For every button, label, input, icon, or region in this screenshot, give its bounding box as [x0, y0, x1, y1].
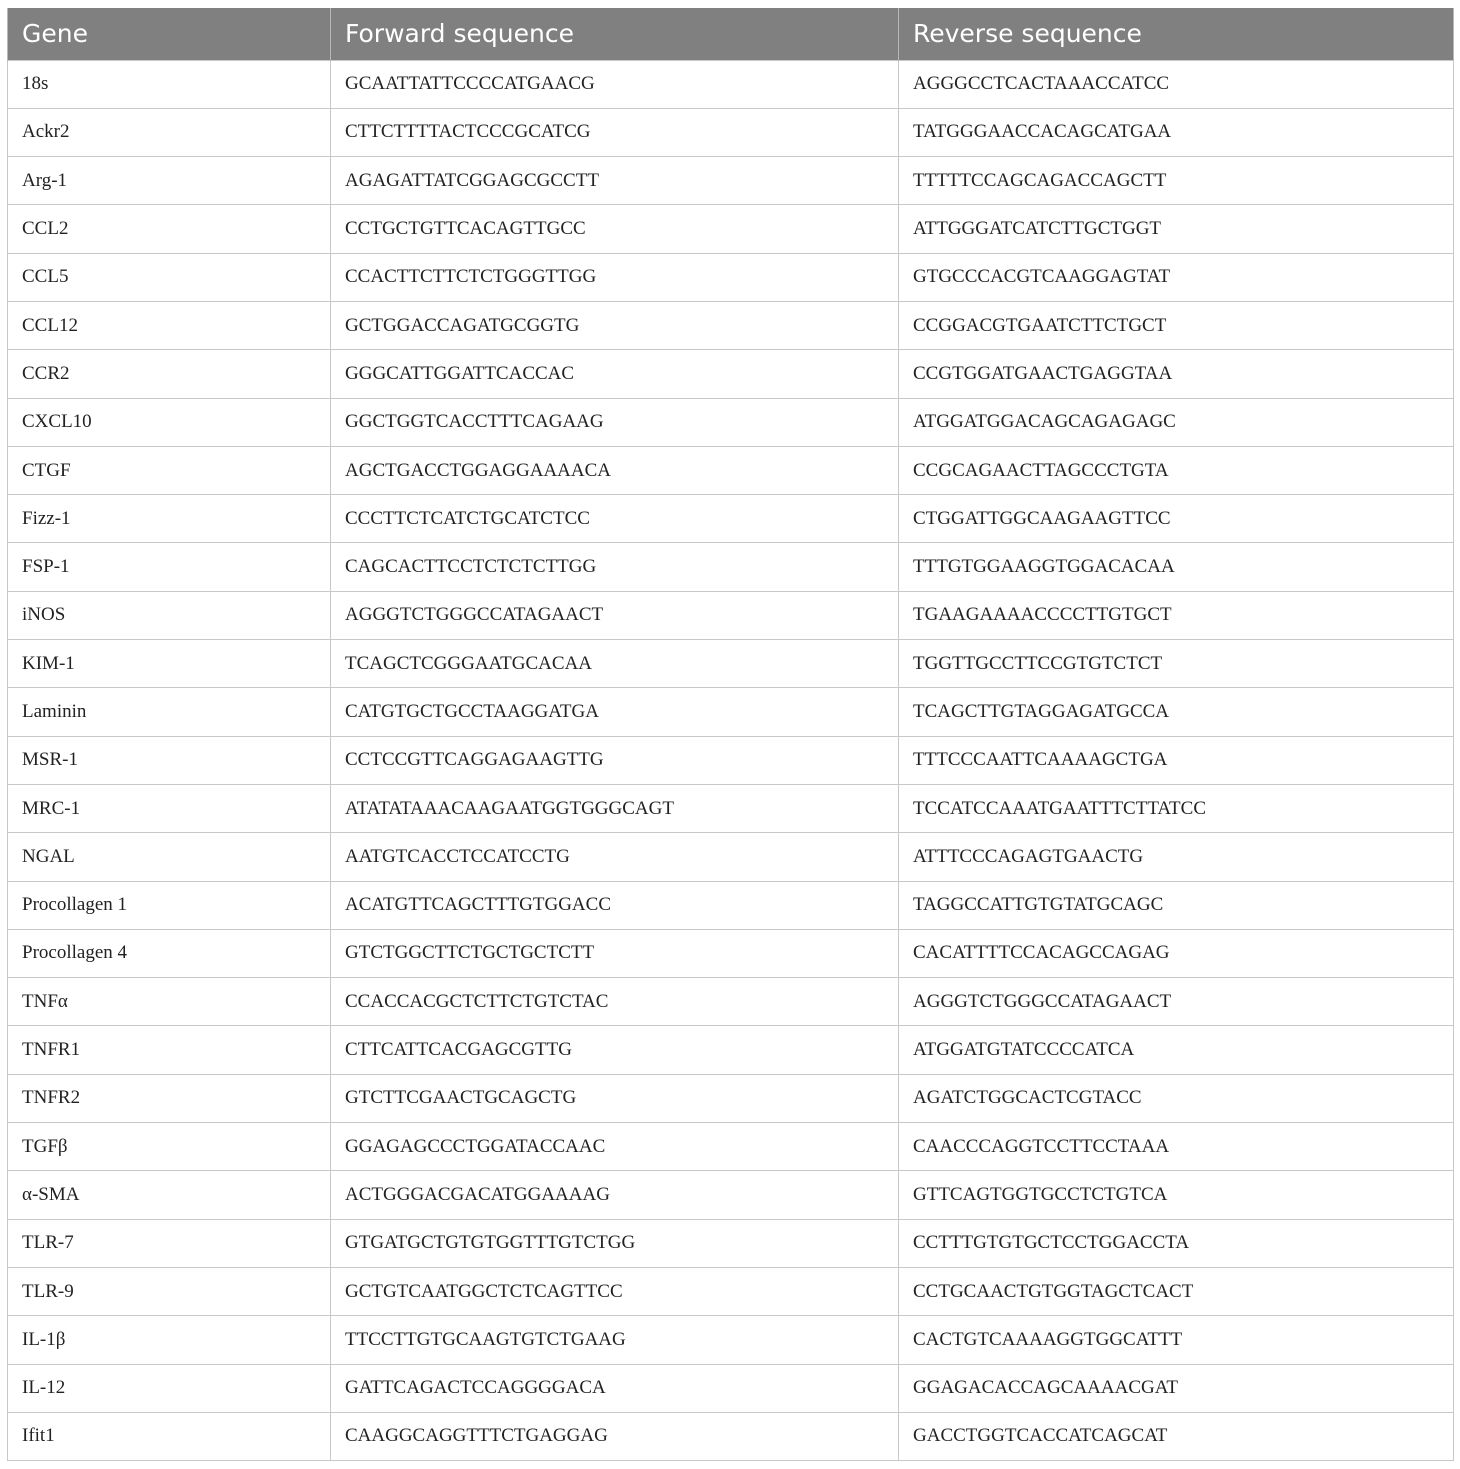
cell-gene: IL-12: [8, 1364, 331, 1412]
cell-reverse-sequence: CCGGACGTGAATCTTCTGCT: [899, 301, 1454, 349]
cell-forward-sequence: CCTCCGTTCAGGAGAAGTTG: [331, 736, 899, 784]
cell-reverse-sequence: TGAAGAAAACCCCTTGTGCT: [899, 591, 1454, 639]
cell-gene: TNFR1: [8, 1026, 331, 1074]
cell-forward-sequence: ACATGTTCAGCTTTGTGGACC: [331, 881, 899, 929]
cell-reverse-sequence: CCGCAGAACTTAGCCCTGTA: [899, 446, 1454, 494]
cell-forward-sequence: CCACTTCTTCTCTGGGTTGG: [331, 253, 899, 301]
header-row: [8, 8, 1454, 60]
cell-forward-sequence: CAAGGCAGGTTTCTGAGGAG: [331, 1412, 899, 1460]
cell-reverse-sequence: TCCATCCAAATGAATTTCTTATCC: [899, 784, 1454, 832]
cell-gene: TLR-7: [8, 1219, 331, 1267]
cell-reverse-sequence: TTTTTCCAGCAGACCAGCTT: [899, 157, 1454, 205]
table-row: [8, 350, 1454, 398]
cell-reverse-sequence: CCTTTGTGTGCTCCTGGACCTA: [899, 1219, 1454, 1267]
table-row: [8, 1123, 1454, 1171]
cell-gene: α-SMA: [8, 1171, 331, 1219]
table-row: [8, 253, 1454, 301]
cell-gene: Ackr2: [8, 108, 331, 156]
table-row: [8, 784, 1454, 832]
cell-gene: TNFα: [8, 978, 331, 1026]
cell-gene: iNOS: [8, 591, 331, 639]
table-row: [8, 1267, 1454, 1315]
cell-gene: Fizz-1: [8, 495, 331, 543]
cell-reverse-sequence: GTTCAGTGGTGCCTCTGTCA: [899, 1171, 1454, 1219]
cell-reverse-sequence: AGGGCCTCACTAAACCATCC: [899, 60, 1454, 108]
cell-forward-sequence: GCAATTATTCCCCATGAACG: [331, 60, 899, 108]
header-gene: Gene: [8, 8, 331, 60]
cell-forward-sequence: CAGCACTTCCTCTCTCTTGG: [331, 543, 899, 591]
cell-gene: Procollagen 4: [8, 929, 331, 977]
cell-reverse-sequence: ATTTCCCAGAGTGAACTG: [899, 833, 1454, 881]
cell-forward-sequence: CCTGCTGTTCACAGTTGCC: [331, 205, 899, 253]
cell-gene: Laminin: [8, 688, 331, 736]
cell-forward-sequence: GGAGAGCCCTGGATACCAAC: [331, 1123, 899, 1171]
table-row: [8, 301, 1454, 349]
cell-gene: CTGF: [8, 446, 331, 494]
cell-reverse-sequence: GGAGACACCAGCAAAACGAT: [899, 1364, 1454, 1412]
table-header: [8, 8, 1454, 60]
table-row: [8, 978, 1454, 1026]
cell-forward-sequence: AGAGATTATCGGAGCGCCTT: [331, 157, 899, 205]
cell-gene: 18s: [8, 60, 331, 108]
cell-reverse-sequence: CCTGCAACTGTGGTAGCTCACT: [899, 1267, 1454, 1315]
cell-forward-sequence: GTCTGGCTTCTGCTGCTCTT: [331, 929, 899, 977]
cell-forward-sequence: AGCTGACCTGGAGGAAAACA: [331, 446, 899, 494]
cell-forward-sequence: GCTGGACCAGATGCGGTG: [331, 301, 899, 349]
cell-reverse-sequence: ATGGATGTATCCCCATCA: [899, 1026, 1454, 1074]
header-forward-sequence: Forward sequence: [331, 8, 899, 60]
table-row: [8, 736, 1454, 784]
cell-gene: FSP-1: [8, 543, 331, 591]
cell-forward-sequence: ATATATAAACAAGAATGGTGGGCAGT: [331, 784, 899, 832]
cell-forward-sequence: GGGCATTGGATTCACCAC: [331, 350, 899, 398]
cell-gene: CXCL10: [8, 398, 331, 446]
table-row: [8, 881, 1454, 929]
cell-gene: TNFR2: [8, 1074, 331, 1122]
table-row: [8, 398, 1454, 446]
cell-reverse-sequence: TAGGCCATTGTGTATGCAGC: [899, 881, 1454, 929]
cell-gene: MRC-1: [8, 784, 331, 832]
cell-reverse-sequence: TATGGGAACCACAGCATGAA: [899, 108, 1454, 156]
table-row: [8, 205, 1454, 253]
cell-reverse-sequence: AGGGTCTGGGCCATAGAACT: [899, 978, 1454, 1026]
table-row: [8, 446, 1454, 494]
cell-forward-sequence: CTTCTTTTACTCCCGCATCG: [331, 108, 899, 156]
cell-reverse-sequence: CTGGATTGGCAAGAAGTTCC: [899, 495, 1454, 543]
cell-gene: IL-1β: [8, 1316, 331, 1364]
cell-reverse-sequence: GACCTGGTCACCATCAGCAT: [899, 1412, 1454, 1460]
cell-reverse-sequence: CAACCCAGGTCCTTCCTAAA: [899, 1123, 1454, 1171]
table-row: [8, 495, 1454, 543]
cell-forward-sequence: ACTGGGACGACATGGAAAAG: [331, 1171, 899, 1219]
table-row: [8, 1074, 1454, 1122]
cell-forward-sequence: GTCTTCGAACTGCAGCTG: [331, 1074, 899, 1122]
cell-reverse-sequence: ATTGGGATCATCTTGCTGGT: [899, 205, 1454, 253]
header-reverse-sequence: Reverse sequence: [899, 8, 1454, 60]
cell-gene: CCL2: [8, 205, 331, 253]
cell-gene: TLR-9: [8, 1267, 331, 1315]
table-body: [8, 60, 1454, 1461]
table-row: [8, 1026, 1454, 1074]
cell-reverse-sequence: TCAGCTTGTAGGAGATGCCA: [899, 688, 1454, 736]
cell-forward-sequence: CTTCATTCACGAGCGTTG: [331, 1026, 899, 1074]
table-row: [8, 929, 1454, 977]
table-row: [8, 157, 1454, 205]
table-row: [8, 1364, 1454, 1412]
table-row: [8, 833, 1454, 881]
table-row: [8, 1219, 1454, 1267]
primer-table: [7, 8, 1454, 1461]
table-row: [8, 543, 1454, 591]
cell-reverse-sequence: CCGTGGATGAACTGAGGTAA: [899, 350, 1454, 398]
cell-forward-sequence: GTGATGCTGTGTGGTTTGTCTGG: [331, 1219, 899, 1267]
cell-gene: TGFβ: [8, 1123, 331, 1171]
table-row: [8, 108, 1454, 156]
table-row: [8, 591, 1454, 639]
cell-gene: MSR-1: [8, 736, 331, 784]
cell-forward-sequence: CCCTTCTCATCTGCATCTCC: [331, 495, 899, 543]
cell-reverse-sequence: TTTGTGGAAGGTGGACACAA: [899, 543, 1454, 591]
table-row: [8, 1171, 1454, 1219]
cell-reverse-sequence: CACATTTTCCACAGCCAGAG: [899, 929, 1454, 977]
cell-reverse-sequence: AGATCTGGCACTCGTACC: [899, 1074, 1454, 1122]
cell-gene: CCR2: [8, 350, 331, 398]
cell-forward-sequence: GCTGTCAATGGCTCTCAGTTCC: [331, 1267, 899, 1315]
cell-forward-sequence: GATTCAGACTCCAGGGGACA: [331, 1364, 899, 1412]
cell-reverse-sequence: CACTGTCAAAAGGTGGCATTT: [899, 1316, 1454, 1364]
cell-forward-sequence: TCAGCTCGGGAATGCACAA: [331, 640, 899, 688]
table-row: [8, 1412, 1454, 1460]
cell-gene: Procollagen 1: [8, 881, 331, 929]
cell-forward-sequence: GGCTGGTCACCTTTCAGAAG: [331, 398, 899, 446]
table-row: [8, 688, 1454, 736]
table-row: [8, 60, 1454, 108]
cell-gene: CCL12: [8, 301, 331, 349]
cell-gene: CCL5: [8, 253, 331, 301]
cell-gene: Ifit1: [8, 1412, 331, 1460]
primer-table-container: [7, 8, 1453, 1461]
table-row: [8, 1316, 1454, 1364]
cell-gene: NGAL: [8, 833, 331, 881]
cell-reverse-sequence: ATGGATGGACAGCAGAGAGC: [899, 398, 1454, 446]
cell-forward-sequence: AATGTCACCTCCATCCTG: [331, 833, 899, 881]
cell-gene: KIM-1: [8, 640, 331, 688]
cell-reverse-sequence: GTGCCCACGTCAAGGAGTAT: [899, 253, 1454, 301]
cell-forward-sequence: AGGGTCTGGGCCATAGAACT: [331, 591, 899, 639]
table-row: [8, 640, 1454, 688]
cell-forward-sequence: TTCCTTGTGCAAGTGTCTGAAG: [331, 1316, 899, 1364]
cell-reverse-sequence: TTTCCCAATTCAAAAGCTGA: [899, 736, 1454, 784]
cell-gene: Arg-1: [8, 157, 331, 205]
cell-forward-sequence: CATGTGCTGCCTAAGGATGA: [331, 688, 899, 736]
cell-forward-sequence: CCACCACGCTCTTCTGTCTAC: [331, 978, 899, 1026]
cell-reverse-sequence: TGGTTGCCTTCCGTGTCTCT: [899, 640, 1454, 688]
